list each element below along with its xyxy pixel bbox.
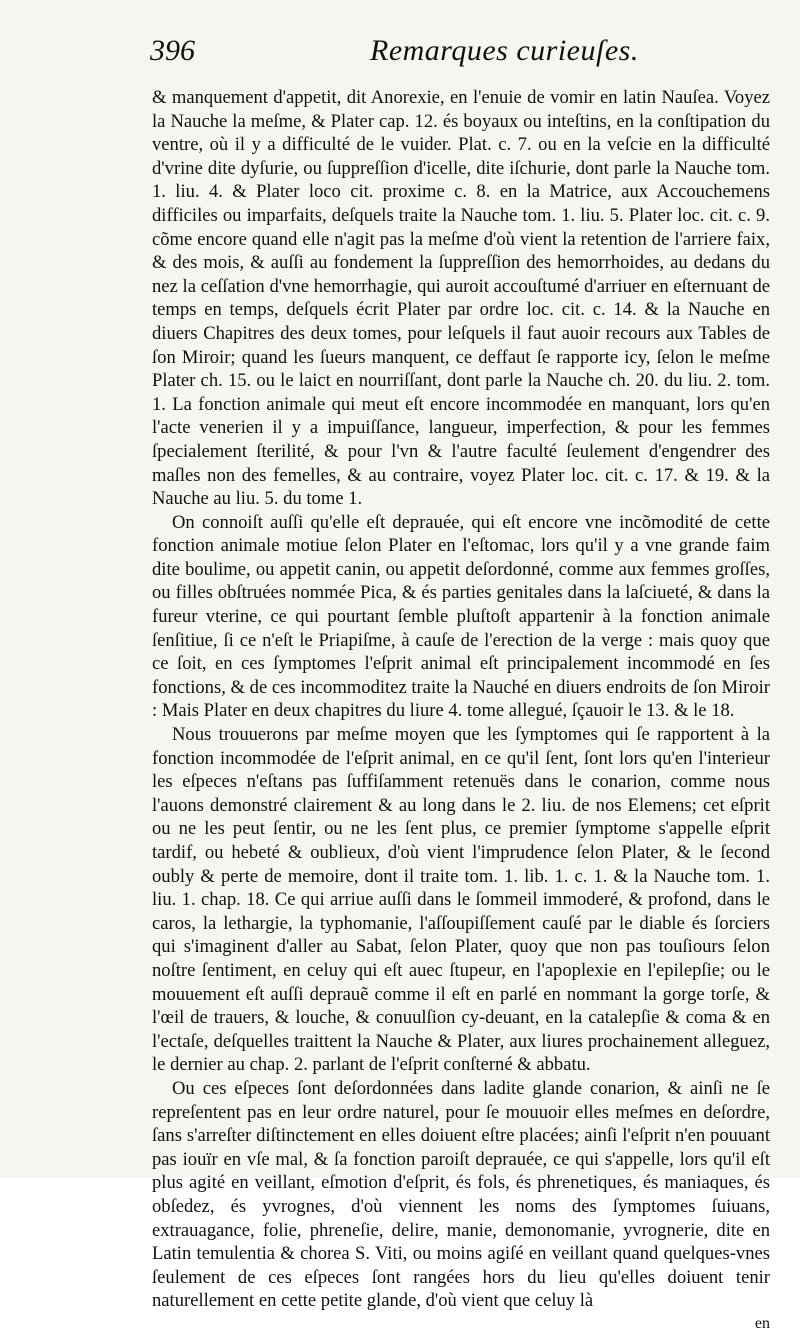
paragraph-3: Nous trouuerons par meſme moyen que les ſymptomes qui ſe rapportent à la fonction incommodée de l'eſprit animal, en ce qu'il ſent, ſont lors qu'en l'interieur les eſpeces n'eſtans pas ſuffiſamment retenuës dans le conarion, comme nous l'auons demonstré clairement & au long dans le 2. liu. de nos Elemens; cet eſprit ou ne les peut ſentir, ou ne les ſent plus, ce premier ſymptome s'appelle eſprit tardif, ou hebeté & oublieux, d'où vient l'imprudence ſelon Plater, & le ſecond oubly & perte de memoire, dont il traite tom. 1. lib. 1. c. 1. & la Nauche tom. 1. liu. 1. chap. 18. Ce qui arriue auſſi dans le ſommeil immoderé, & profond, dans le caros, la lethargie, la typhomanie, l'aſſoupiſſement cauſé par le diable és ſorciers qui s'imaginent d'aller au Sabat, ſelon Plater, quoy que non pas touſiours ſelon noſtre ſentiment, en celuy qui eſt auec ſtupeur, en l'apoplexie en l'epilepſie; ou le mouuement eſt auſſi deprauẽ comme il eſt en parlé en nommant la gorge torſe, & l'œil de trauers, & louche, & conuulſion cy-deuant, en la catalepſie & coma & en l'ectaſe, deſquelles traittent la Nauche & Plater, aux liures prochainement alleguez, le dernier au chap. 2. parlant de l'eſprit conſterné & abbatu. (152, 724, 770, 1076)
running-title: Remarques curieuſes. (370, 34, 639, 67)
body-text (152, 86, 770, 1313)
page-number: 396 (150, 34, 195, 67)
paragraph-4: Ou ces eſpeces ſont deſordonnées dans ladite glande conarion, & ainſi ne ſe repreſentent pas en leur ordre naturel, pour ſe mouuoir elles meſmes en deſordre, ſans s'arreſter diſtinctement en elles doiuent eſtre placées; ainſi l'eſprit n'en pouuant pas iouïr en vſe mal, & ſa fonction paroiſt deprauée, ce qui s'appelle, lors qu'il eſt plus agité en veillant, eſmotion d'eſprit, és fols, és phrenetiques, és maniaques, és obſedez, és yvrognes, d'où viennent les noms des ſymptomes ſuiuans, extrauagance, folie, phreneſie, delire, manie, demonomanie, yvrognerie, dite en Latin temulentia & chorea S. Viti, ou moins agiſé en veillant quand quelques-vnes ſeulement de ces eſpeces ſont rangées hors du lieu qu'elles doiuent tenir naturellement en cette petite glande, d'où vient que celuy là (152, 1077, 770, 1312)
catchword: en (754, 1314, 770, 1332)
page-header (152, 22, 772, 66)
paragraph-2: On connoiſt auſſi qu'elle eſt deprauée, qui eſt encore vne incõmodité de cette fonction animale motiue ſelon Plater en l'eſtomac, lors qu'il y a vne grande faim dite boulime, ou appetit canin, ou appetit deſordonné, comme aux femmes groſſes, ou filles obſtruées nommée Pica, & és parties genitales dans la laſciueté, & dans la fureur vterine, ce qui pourtant ſemble pluſtoſt appartenir à la fonction animale ſenſitiue, ſi ce n'eſt le Priapiſme, à cauſe de l'erection de la verge : mais quoy que ce ſoit, en ces ſymptomes l'eſprit animal eſt principalement incommodé en ſes fonctions, & de ces incommoditez traite la Nauché en diuers endroits de ſon Miroir : Mais Plater en deux chapitres du liure 4. tome allegué, ſçauoir le 13. & le 18. (152, 511, 770, 722)
paragraph-1: & manquement d'appetit, dit Anorexie, en l'enuie de vomir en latin Nauſea. Voyez la Nauche la meſme, & Plater cap. 12. és boyaux ou inteſtins, en la conſtipation du ventre, où il y a difficulté de le vuider. Plat. c. 7. ou en la veſcie en la difficulté d'vrine dite dyſurie, ou ſuppreſſion d'icelle, dite iſchurie, dont parle la Nauche tom. 1. liu. 4. & Plater loco cit. proxime c. 8. en la Matrice, aux Accouchemens difficiles ou imparfaits, deſquels traite la Nauche tom. 1. liu. 5. Plater loc. cit. c. 9. cõme encore quand elle n'agit pas la meſme d'où vient la retention de l'arriere faix, & des mois, & auſſi au fondement la ſuppreſſion des hemorrhoides, au dedans du nez la ceſſation d'vne hemorrhagie, qui auroit accouſtumé d'arriuer en eſternuant de temps en temps, deſquels écrit Plater par ordre loc. cit. c. 14. & la Nauche en diuers Chapitres des deux tomes, pour leſquels il faut auoir recours aux Tables de ſon Miroir; quand les ſueurs manquent, ce deffaut ſe rapporte icy, ſelon le meſme Plater ch. 15. ou le laict en nourriſſant, dont parle la Nauche ch. 20. du liu. 2. tom. 1. La fonction animale qui meut eſt encore incommodée en manquant, lors qu'en l'acte venerien il y a impuiſſance, langueur, imperfection, & pour les femmes ſpecialement ſterilité, & pour l'vn & l'autre faculté ſeulement d'engendrer des maſles non des femelles, & au contraire, voyez Plater loc. cit. c. 17. & 19. & la Nauche au liu. 5. du tome 1. (152, 87, 770, 510)
